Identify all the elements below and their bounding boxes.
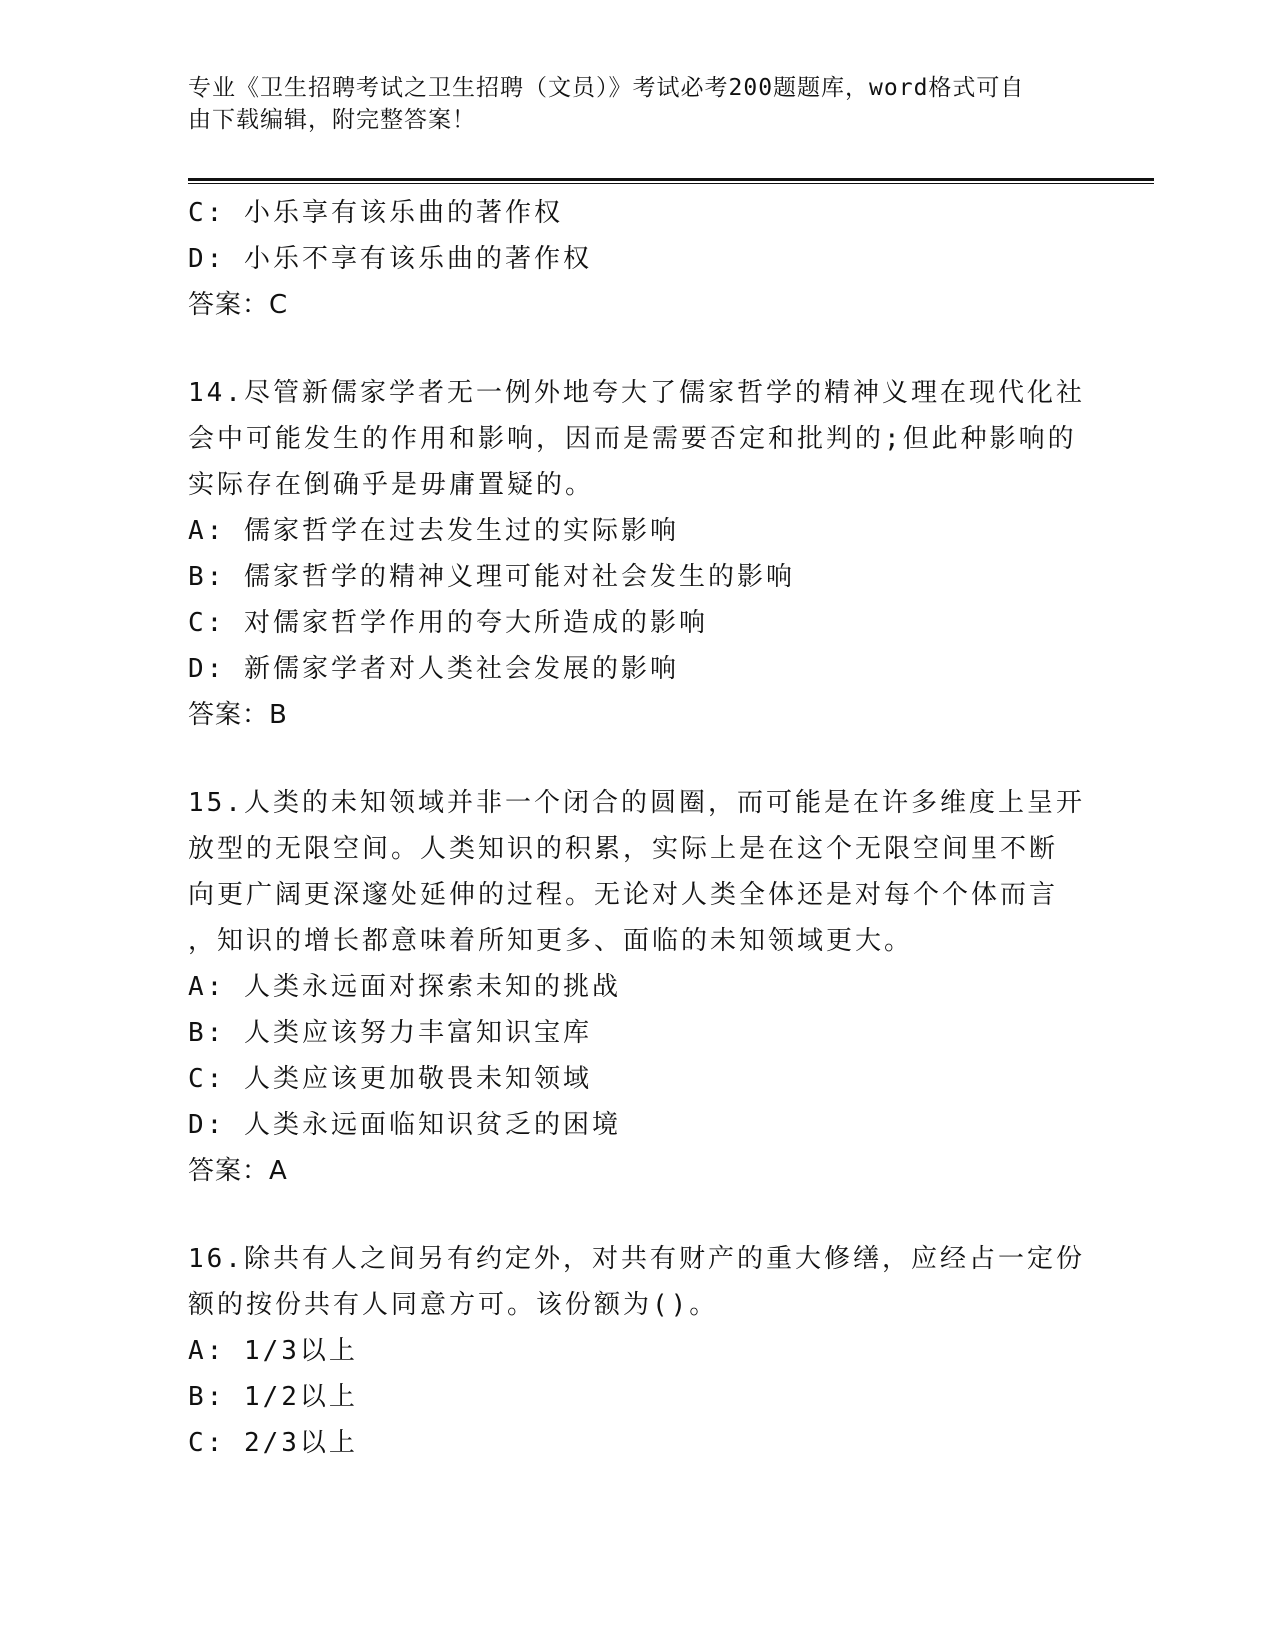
question-stem-line: 实际存在倒确乎是毋庸置疑的。 bbox=[188, 470, 595, 500]
option-c: C: 人类应该更加敬畏未知领域 bbox=[188, 1064, 592, 1094]
option-d: D: 人类永远面临知识贫乏的困境 bbox=[188, 1110, 621, 1140]
answer-line: 答案：C bbox=[188, 290, 289, 320]
question-stem-line: 放型的无限空间。人类知识的积累，实际上是在这个无限空间里不断 bbox=[188, 834, 1059, 864]
question-stem-line: 14.尽管新儒家学者无一例外地夸大了儒家哲学的精神义理在现代化社 bbox=[188, 378, 1085, 408]
option-a: A: 1/3以上 bbox=[188, 1336, 358, 1366]
option-c: C: 对儒家哲学作用的夸大所造成的影响 bbox=[188, 608, 708, 638]
document-header bbox=[188, 72, 1068, 136]
header-divider-thick bbox=[188, 178, 1154, 181]
option-b: B: 儒家哲学的精神义理可能对社会发生的影响 bbox=[188, 562, 795, 592]
question-spacer bbox=[188, 738, 1088, 780]
question-stem-line: 16.除共有人之间另有约定外，对共有财产的重大修缮，应经占一定份 bbox=[188, 1244, 1085, 1274]
option-b: B: 人类应该努力丰富知识宝库 bbox=[188, 1018, 592, 1048]
question-stem-line: 额的按份共有人同意方可。该份额为()。 bbox=[188, 1290, 719, 1320]
answer-line: 答案：A bbox=[188, 1156, 288, 1186]
option-d: D: 新儒家学者对人类社会发展的影响 bbox=[188, 654, 679, 684]
question-spacer bbox=[188, 1194, 1088, 1236]
option-c: C: 2/3以上 bbox=[188, 1428, 358, 1458]
question-stem-line: 向更广阔更深邃处延伸的过程。无论对人类全体还是对每个个体而言 bbox=[188, 880, 1059, 910]
option-c: C: 小乐享有该乐曲的著作权 bbox=[188, 198, 563, 228]
question-spacer bbox=[188, 328, 1088, 370]
question-stem-line: ，知识的增长都意味着所知更多、面临的未知领域更大。 bbox=[188, 926, 914, 956]
option-d: D: 小乐不享有该乐曲的著作权 bbox=[188, 244, 592, 274]
question-16 bbox=[188, 1236, 1088, 1466]
question-stem-line: 15.人类的未知领域并非一个闭合的圆圈，而可能是在许多维度上呈开 bbox=[188, 788, 1085, 818]
question-list bbox=[188, 190, 1088, 1466]
header-line-1: 专业《卫生招聘考试之卫生招聘（文员）》考试必考200题题库，word格式可自 bbox=[188, 75, 1025, 101]
question-15 bbox=[188, 780, 1088, 1194]
question-13 bbox=[188, 190, 1088, 328]
option-b: B: 1/2以上 bbox=[188, 1382, 358, 1412]
question-14 bbox=[188, 370, 1088, 738]
option-a: A: 人类永远面对探索未知的挑战 bbox=[188, 972, 621, 1002]
header-line-2: 由下载编辑，附完整答案！ bbox=[188, 107, 476, 133]
answer-line: 答案：B bbox=[188, 700, 288, 730]
question-stem-line: 会中可能发生的作用和影响，因而是需要否定和批判的;但此种影响的 bbox=[188, 424, 1077, 454]
header-divider-thin bbox=[188, 183, 1154, 184]
option-a: A: 儒家哲学在过去发生过的实际影响 bbox=[188, 516, 679, 546]
